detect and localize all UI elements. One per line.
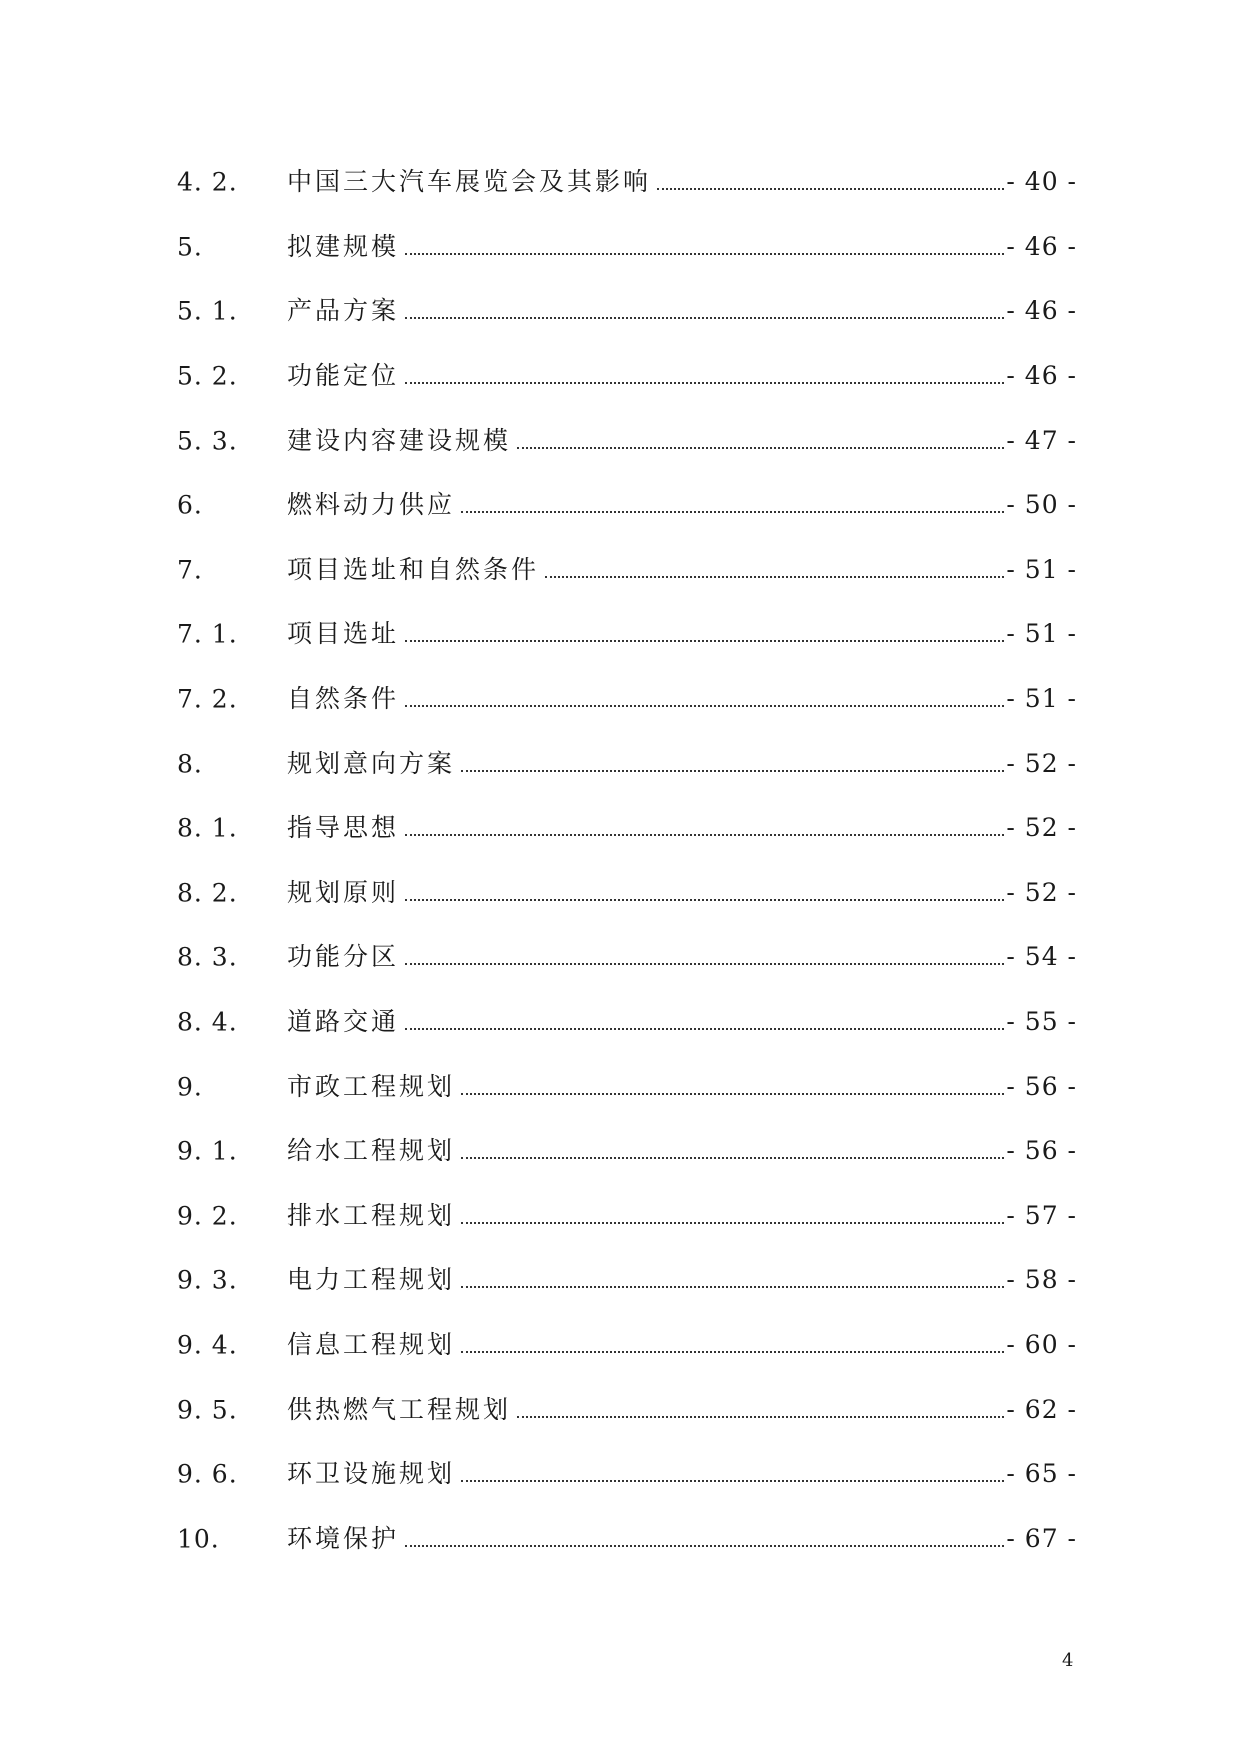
toc-entry[interactable] [177,538,1077,603]
toc-entry-page: - 40 - [1006,167,1077,197]
toc-entry-page: - 55 - [1006,1007,1077,1037]
toc-entry-page: - 56 - [1006,1071,1077,1101]
toc-entry-line [287,1394,1077,1424]
toc-entry-page: - 46 - [1006,296,1077,326]
toc-entry-line [287,1461,1077,1487]
toc-entry-line [287,1200,1077,1230]
toc-entry-page: - 51 - [1006,554,1077,584]
toc-entry-page: - 52 - [1006,748,1077,778]
toc-entry[interactable] [177,1313,1077,1378]
toc-entry-page: - 58 - [1006,1265,1077,1295]
toc-entry[interactable] [177,1054,1077,1119]
toc-entry-line [287,298,1077,324]
toc-entry[interactable] [177,861,1077,926]
toc-dot-leader [405,382,1004,384]
toc-entry-title: 环境保护 [287,1523,400,1553]
toc-entry-number: 9. 4. [177,1330,238,1360]
toc-dot-leader [461,1222,1004,1224]
toc-dot-leader [461,1480,1004,1482]
toc-entry-title: 项目选址 [287,619,400,649]
toc-entry-number: 9. 1. [177,1136,238,1166]
toc-entry[interactable] [177,1377,1077,1442]
toc-entry-page: - 50 - [1006,490,1077,520]
toc-entry-line [287,748,1077,778]
toc-entry-number: 8. [177,749,203,779]
toc-entry-number: 7. 2. [177,684,238,714]
toc-entry[interactable] [177,602,1077,667]
toc-entry-number: 8. 1. [177,813,238,843]
toc-entry-line [287,877,1077,907]
toc-dot-leader [461,1351,1004,1353]
toc-entry-number: 5. 2. [177,361,238,391]
toc-entry-number: 8. 2. [177,878,238,908]
toc-entry-number: 8. 4. [177,1007,238,1037]
toc-entry-number: 7. 1. [177,619,238,649]
toc-entry-number: 9. [177,1072,203,1102]
toc-dot-leader [405,963,1004,965]
toc-entry-line [287,815,1077,841]
toc-entry-title: 道路交通 [287,1007,400,1037]
toc-entry[interactable] [177,990,1077,1055]
toc-entry-page: - 57 - [1006,1200,1077,1230]
toc-dot-leader [405,899,1004,901]
toc-entry[interactable] [177,1506,1077,1571]
toc-entry-line [287,1267,1077,1293]
toc-entry-page: - 54 - [1006,942,1077,972]
toc-entry[interactable] [177,925,1077,990]
toc-entry-number: 8. 3. [177,942,238,972]
toc-entry-line [287,1009,1077,1035]
toc-entry-line [287,492,1077,518]
toc-dot-leader [517,1416,1004,1418]
toc-entry-title: 自然条件 [287,684,400,714]
toc-dot-leader [405,705,1004,707]
toc-dot-leader [405,834,1004,836]
toc-entry-number: 9. 6. [177,1459,238,1489]
toc-entry-title: 功能分区 [287,942,400,972]
table-of-contents [177,150,1077,1571]
toc-entry-title: 市政工程规划 [287,1071,456,1101]
toc-entry-number: 9. 5. [177,1395,238,1425]
toc-entry[interactable] [177,1248,1077,1313]
toc-entry-number: 5. 3. [177,426,238,456]
toc-entry[interactable] [177,344,1077,409]
toc-dot-leader [461,511,1004,513]
toc-entry-line [287,1329,1077,1359]
toc-entry[interactable] [177,667,1077,732]
toc-entry-number: 5. 1. [177,296,238,326]
page-number: 4 [1062,1650,1074,1671]
toc-entry-title: 规划原则 [287,877,400,907]
toc-entry[interactable] [177,215,1077,280]
toc-entry-title: 拟建规模 [287,231,400,261]
toc-dot-leader [405,253,1004,255]
toc-entry-title: 规划意向方案 [287,748,456,778]
toc-entry[interactable] [177,1119,1077,1184]
toc-entry-page: - 47 - [1006,425,1077,455]
toc-dot-leader [545,576,1004,578]
toc-entry-line [287,425,1077,455]
toc-entry-title: 项目选址和自然条件 [287,554,540,584]
toc-dot-leader [461,1157,1004,1159]
toc-entry-title: 中国三大汽车展览会及其影响 [287,167,652,197]
toc-entry-line [287,944,1077,970]
toc-entry[interactable] [177,796,1077,861]
toc-entry[interactable] [177,1442,1077,1507]
toc-dot-leader [461,1286,1004,1288]
toc-entry-number: 4. 2. [177,167,238,197]
toc-dot-leader [517,447,1004,449]
toc-entry[interactable] [177,279,1077,344]
toc-entry-title: 电力工程规划 [287,1265,456,1295]
toc-entry-page: - 51 - [1006,619,1077,649]
toc-entry[interactable] [177,473,1077,538]
toc-entry-title: 供热燃气工程规划 [287,1394,512,1424]
toc-dot-leader [405,317,1004,319]
toc-entry-page: - 62 - [1006,1394,1077,1424]
toc-entry[interactable] [177,408,1077,473]
toc-entry-number: 9. 2. [177,1201,238,1231]
toc-entry-title: 产品方案 [287,296,400,326]
toc-entry-title: 环卫设施规划 [287,1459,456,1489]
toc-dot-leader [461,1093,1004,1095]
toc-entry-line [287,169,1077,195]
toc-entry-page: - 67 - [1006,1523,1077,1553]
toc-entry-page: - 52 - [1006,877,1077,907]
toc-entry-title: 建设内容建设规模 [287,425,512,455]
toc-entry-line [287,1523,1077,1553]
toc-entry-line [287,363,1077,389]
toc-entry-number: 6. [177,490,203,520]
toc-dot-leader [657,188,1004,190]
toc-dot-leader [405,1545,1004,1547]
toc-entry-title: 燃料动力供应 [287,490,456,520]
toc-entry-line [287,621,1077,647]
toc-entry-number: 7. [177,555,203,585]
toc-entry-page: - 51 - [1006,684,1077,714]
toc-entry-line [287,231,1077,261]
toc-entry-page: - 65 - [1006,1459,1077,1489]
toc-entry-page: - 46 - [1006,231,1077,261]
toc-entry-number: 10. [177,1524,220,1554]
toc-entry-line [287,1071,1077,1101]
toc-entry-line [287,1138,1077,1164]
toc-entry-page: - 60 - [1006,1329,1077,1359]
toc-entry-title: 指导思想 [287,813,400,843]
toc-entry-line [287,554,1077,584]
toc-entry-page: - 52 - [1006,813,1077,843]
toc-entry-line [287,686,1077,712]
toc-entry-number: 9. 3. [177,1265,238,1295]
toc-dot-leader [405,640,1004,642]
toc-entry-title: 排水工程规划 [287,1200,456,1230]
toc-entry-title: 给水工程规划 [287,1136,456,1166]
toc-dot-leader [461,770,1004,772]
toc-entry-number: 5. [177,232,203,262]
toc-entry-page: - 56 - [1006,1136,1077,1166]
toc-entry[interactable] [177,731,1077,796]
toc-entry-title: 功能定位 [287,361,400,391]
toc-entry-title: 信息工程规划 [287,1329,456,1359]
toc-entry-page: - 46 - [1006,361,1077,391]
toc-entry[interactable] [177,150,1077,215]
toc-dot-leader [405,1028,1004,1030]
toc-entry[interactable] [177,1184,1077,1249]
